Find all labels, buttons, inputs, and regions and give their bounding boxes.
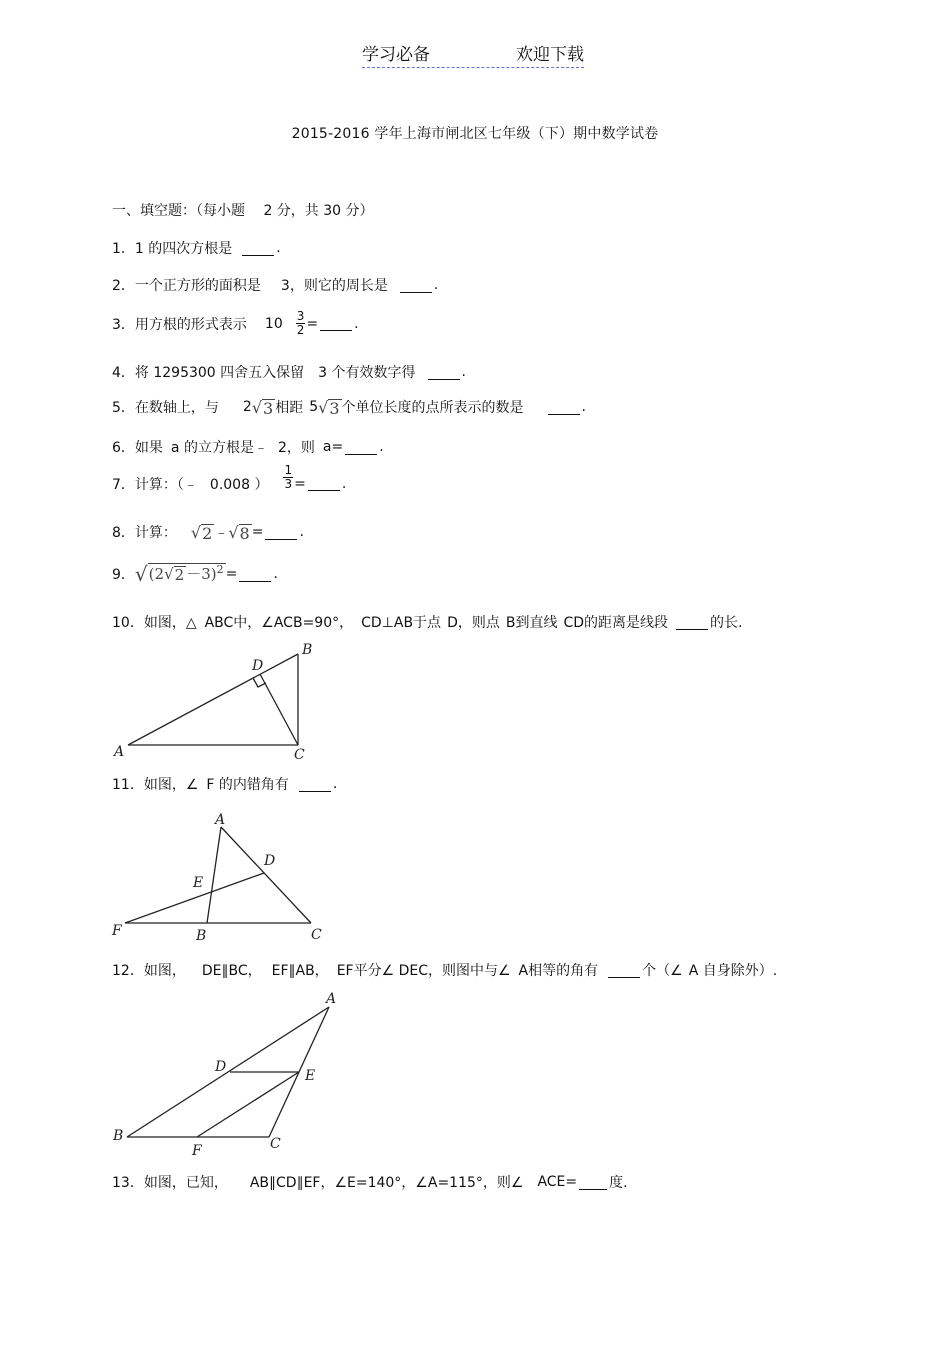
question-1: 1．1 的四次方根是 .: [112, 240, 281, 257]
label-d: D: [252, 658, 264, 674]
label-f: F: [112, 923, 122, 939]
question-9: 9． √ (2√ 2 －3)$^2$ = .: [112, 562, 278, 586]
figure-10-triangle: [108, 638, 328, 762]
label-c: C: [311, 927, 322, 943]
label-e: E: [193, 875, 204, 891]
label-a: A: [326, 991, 337, 1007]
answer-blank[interactable]: [345, 440, 377, 455]
figure-11-triangle: [108, 805, 333, 945]
header-right: 欢迎下载: [516, 45, 584, 65]
answer-blank[interactable]: [320, 316, 352, 331]
answer-blank[interactable]: [242, 241, 274, 256]
label-d: D: [264, 853, 276, 869]
page-header: [362, 40, 584, 68]
label-f: F: [192, 1143, 202, 1159]
question-6: 6．如果 a 的立方根是﹣ 2，则 a= .: [112, 439, 384, 456]
segment-ac: [221, 827, 311, 923]
answer-blank[interactable]: [299, 777, 331, 792]
answer-blank[interactable]: [548, 400, 580, 415]
answer-blank[interactable]: [579, 1175, 607, 1190]
section-heading: 一、填空题：（每小题 2 分，共 30 分）: [112, 203, 374, 219]
question-11: 11．如图，∠ F 的内错角有 .: [112, 776, 338, 793]
sqrt-symbol: √ 2: [190, 522, 213, 543]
segment-ab: [207, 827, 221, 923]
sqrt-symbol: √ 3: [251, 397, 274, 418]
question-8: 8．计算： √ 2 ﹣ √ 8 = .: [112, 522, 304, 543]
label-e: E: [305, 1068, 316, 1084]
label-d: D: [215, 1059, 227, 1075]
answer-blank[interactable]: [400, 278, 432, 293]
segment-cd: [260, 674, 298, 745]
sqrt-symbol: √ 8: [228, 522, 250, 543]
answer-blank[interactable]: [265, 525, 297, 540]
question-2: 2．一个正方形的面积是 3，则它的周长是 .: [112, 277, 439, 294]
answer-blank[interactable]: [676, 615, 708, 630]
figure-12-triangle: [108, 988, 343, 1160]
inner-sqrt-symbol: √ 2: [164, 565, 185, 584]
question-4: 4．将 1295300 四舍五入保留 3 个有效数字得 .: [112, 364, 466, 381]
answer-blank[interactable]: [308, 476, 340, 491]
fraction-exponent: $\frac{1}{3}$: [284, 463, 293, 491]
label-a: A: [114, 744, 125, 760]
answer-blank[interactable]: [608, 963, 640, 978]
exam-title: 2015-2016 学年上海市闸北区七年级（下）期中数学试卷: [291, 126, 659, 142]
fraction: $\frac{3}{2}$: [296, 309, 305, 337]
label-c: C: [270, 1136, 281, 1152]
question-7: 7．计算：（﹣ 0.008 ） $\frac{1}{3}$ = .: [112, 463, 347, 493]
question-3: 3．用方根的形式表示 10 $\frac{3}{2}$ = .: [112, 309, 359, 337]
header-left: 学习必备: [362, 45, 430, 65]
answer-blank[interactable]: [239, 567, 271, 582]
question-13: 13．如图，已知， AB∥CD∥EF，∠E=140°，∠A=115°，则∠ ACE= 度.: [112, 1174, 628, 1191]
question-5: 5．在数轴上，与 2 √ 3 相距 5 √ 3 个单位长度的点所表示的数是 .: [112, 397, 586, 418]
label-b: B: [302, 642, 313, 658]
label-a: A: [215, 812, 226, 828]
question-10: 10．如图，△ ABC中，∠ACB=90°， CD⊥AB于点 D，则点 B到直线 CD的距离是线段 的长.: [112, 615, 743, 631]
sqrt-symbol: √ (2√ 2 －3)$^2$: [134, 562, 224, 586]
label-b: B: [196, 928, 207, 944]
segment-ab: [128, 654, 298, 745]
question-12: 12．如图， DE∥BC， EF∥AB， EF平分∠ DEC，则图中与∠ A相等的角有 个（∠ A 自身除外）.: [112, 963, 778, 979]
label-b: B: [113, 1128, 124, 1144]
sqrt-symbol: √ 3: [318, 397, 340, 418]
label-c: C: [294, 747, 305, 762]
answer-blank[interactable]: [428, 365, 460, 380]
